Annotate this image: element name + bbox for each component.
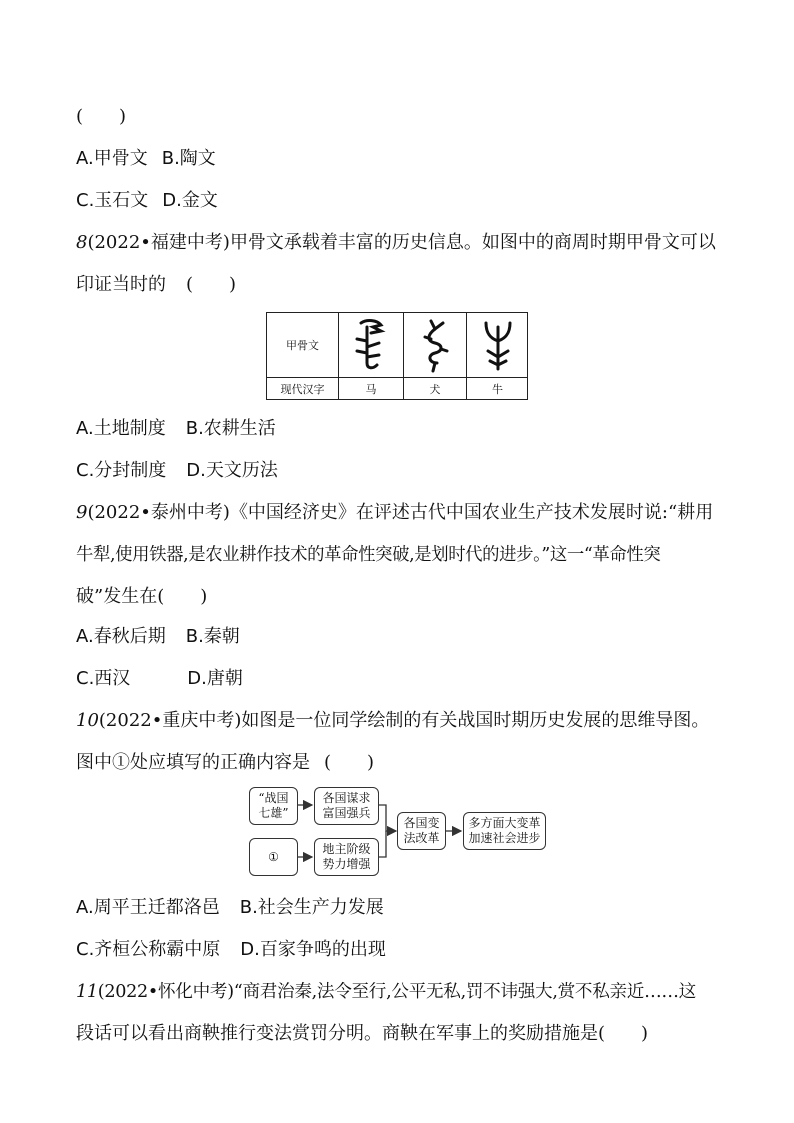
q10-source: (2022•重庆中考) xyxy=(98,710,242,731)
box-text: 富国强兵 xyxy=(322,806,371,820)
table-header-modern: 现代汉字 xyxy=(267,377,339,400)
q11-stem-line1 xyxy=(76,981,696,1003)
box-text: 地主阶级 xyxy=(322,842,371,856)
answer-paren: ( ) xyxy=(324,752,375,773)
q7-option-d: D.金文 xyxy=(162,190,218,211)
answer-paren: ( ) xyxy=(76,106,127,127)
q9-number: 9 xyxy=(76,502,88,523)
q9-stem-cont: 牛犁,使用铁器,是农业耕作技术的革命性突破,是划时代的进步。”这一“革命性突 xyxy=(76,545,661,565)
q11-number: 11 xyxy=(76,982,98,1002)
q10-options-row2 xyxy=(76,939,386,961)
q8-option-d: D.天文历法 xyxy=(186,460,278,481)
q9-option-a: A.春秋后期 xyxy=(76,626,166,647)
q9-stem-end: 破”发生在 xyxy=(76,586,158,607)
table-header-oracle: 甲骨文 xyxy=(267,313,339,377)
table-cell-ox: 牛 xyxy=(492,382,503,396)
q9-option-b: B.秦朝 xyxy=(185,626,240,647)
box-text: 各国变 xyxy=(403,816,440,830)
q7-option-b: B.陶文 xyxy=(161,148,216,169)
q7-option-a: A.甲骨文 xyxy=(76,148,148,169)
box-text: 加速社会进步 xyxy=(468,831,541,845)
q10-number: 10 xyxy=(76,710,99,731)
q8-number: 8 xyxy=(76,232,88,253)
mindmap-box-reform xyxy=(397,812,446,850)
q10-option-a: A.周平王迁都洛邑 xyxy=(76,897,220,918)
box-text: 七雄” xyxy=(258,806,289,820)
q11-stem: “商君治秦,法令至行,公平无私,罚不讳强大,赏不私亲近……这 xyxy=(233,982,696,1002)
q11-source: (2022•怀化中考) xyxy=(97,982,234,1002)
q10-stem: 如图是一位同学绘制的有关战国时期历史发展的思维导图。 xyxy=(241,710,710,731)
q8-source: (2022•福建中考) xyxy=(87,232,230,253)
q11-stem-cont: 段话可以看出商鞅推行变法赏罚分明。商鞅在军事上的奖励措施是 xyxy=(76,1023,598,1044)
q9-option-d: D.唐朝 xyxy=(187,668,243,689)
table-cell-horse: 马 xyxy=(339,377,404,400)
q10-option-b: B.社会生产力发展 xyxy=(239,897,384,918)
box-text: 法改革 xyxy=(403,831,440,845)
q8-option-a: A.土地制度 xyxy=(76,418,166,439)
q10-stem-cont: 图中①处应填写的正确内容是 xyxy=(76,752,310,773)
box-text: 各国谋求 xyxy=(322,791,371,805)
q8-stem: 甲骨文承载着丰富的历史信息。如图中的商周时期甲骨文可以 xyxy=(229,232,716,253)
answer-paren: ( ) xyxy=(157,586,208,607)
answer-paren: ( ) xyxy=(186,274,237,295)
box-text: “战国 xyxy=(258,791,289,805)
box-text: 势力增强 xyxy=(322,857,371,871)
q7-option-c: C.玉石文 xyxy=(76,190,149,211)
answer-paren: ( ) xyxy=(598,1023,649,1044)
q8-option-b: B.农耕生活 xyxy=(185,418,276,439)
mindmap-box-enrich xyxy=(314,787,379,825)
mindmap-box-blank-1 xyxy=(249,838,298,876)
q9-stem: 《中国经济史》在评述古代中国农业生产技术发展时说:“耕用 xyxy=(229,502,714,523)
box-text: ① xyxy=(268,849,279,864)
q9-option-c: C.西汉 xyxy=(76,668,131,689)
q8-stem-cont: 印证当时的 xyxy=(76,274,166,295)
q8-option-c: C.分封制度 xyxy=(76,460,167,481)
q10-option-c: C.齐桓公称霸中原 xyxy=(76,939,221,960)
q9-source: (2022•泰州中考) xyxy=(87,502,230,523)
q10-options-row1 xyxy=(76,897,384,919)
mindmap-box-landlord xyxy=(314,838,379,876)
q10-option-d: D.百家争鸣的出现 xyxy=(240,939,386,960)
mindmap-box-progress xyxy=(463,812,546,850)
box-text: 多方面大变革 xyxy=(468,816,541,830)
table-cell-dog: 犬 xyxy=(404,377,467,400)
q11-stem-line2 xyxy=(76,1023,648,1045)
mindmap-box-seven-states xyxy=(249,787,298,825)
